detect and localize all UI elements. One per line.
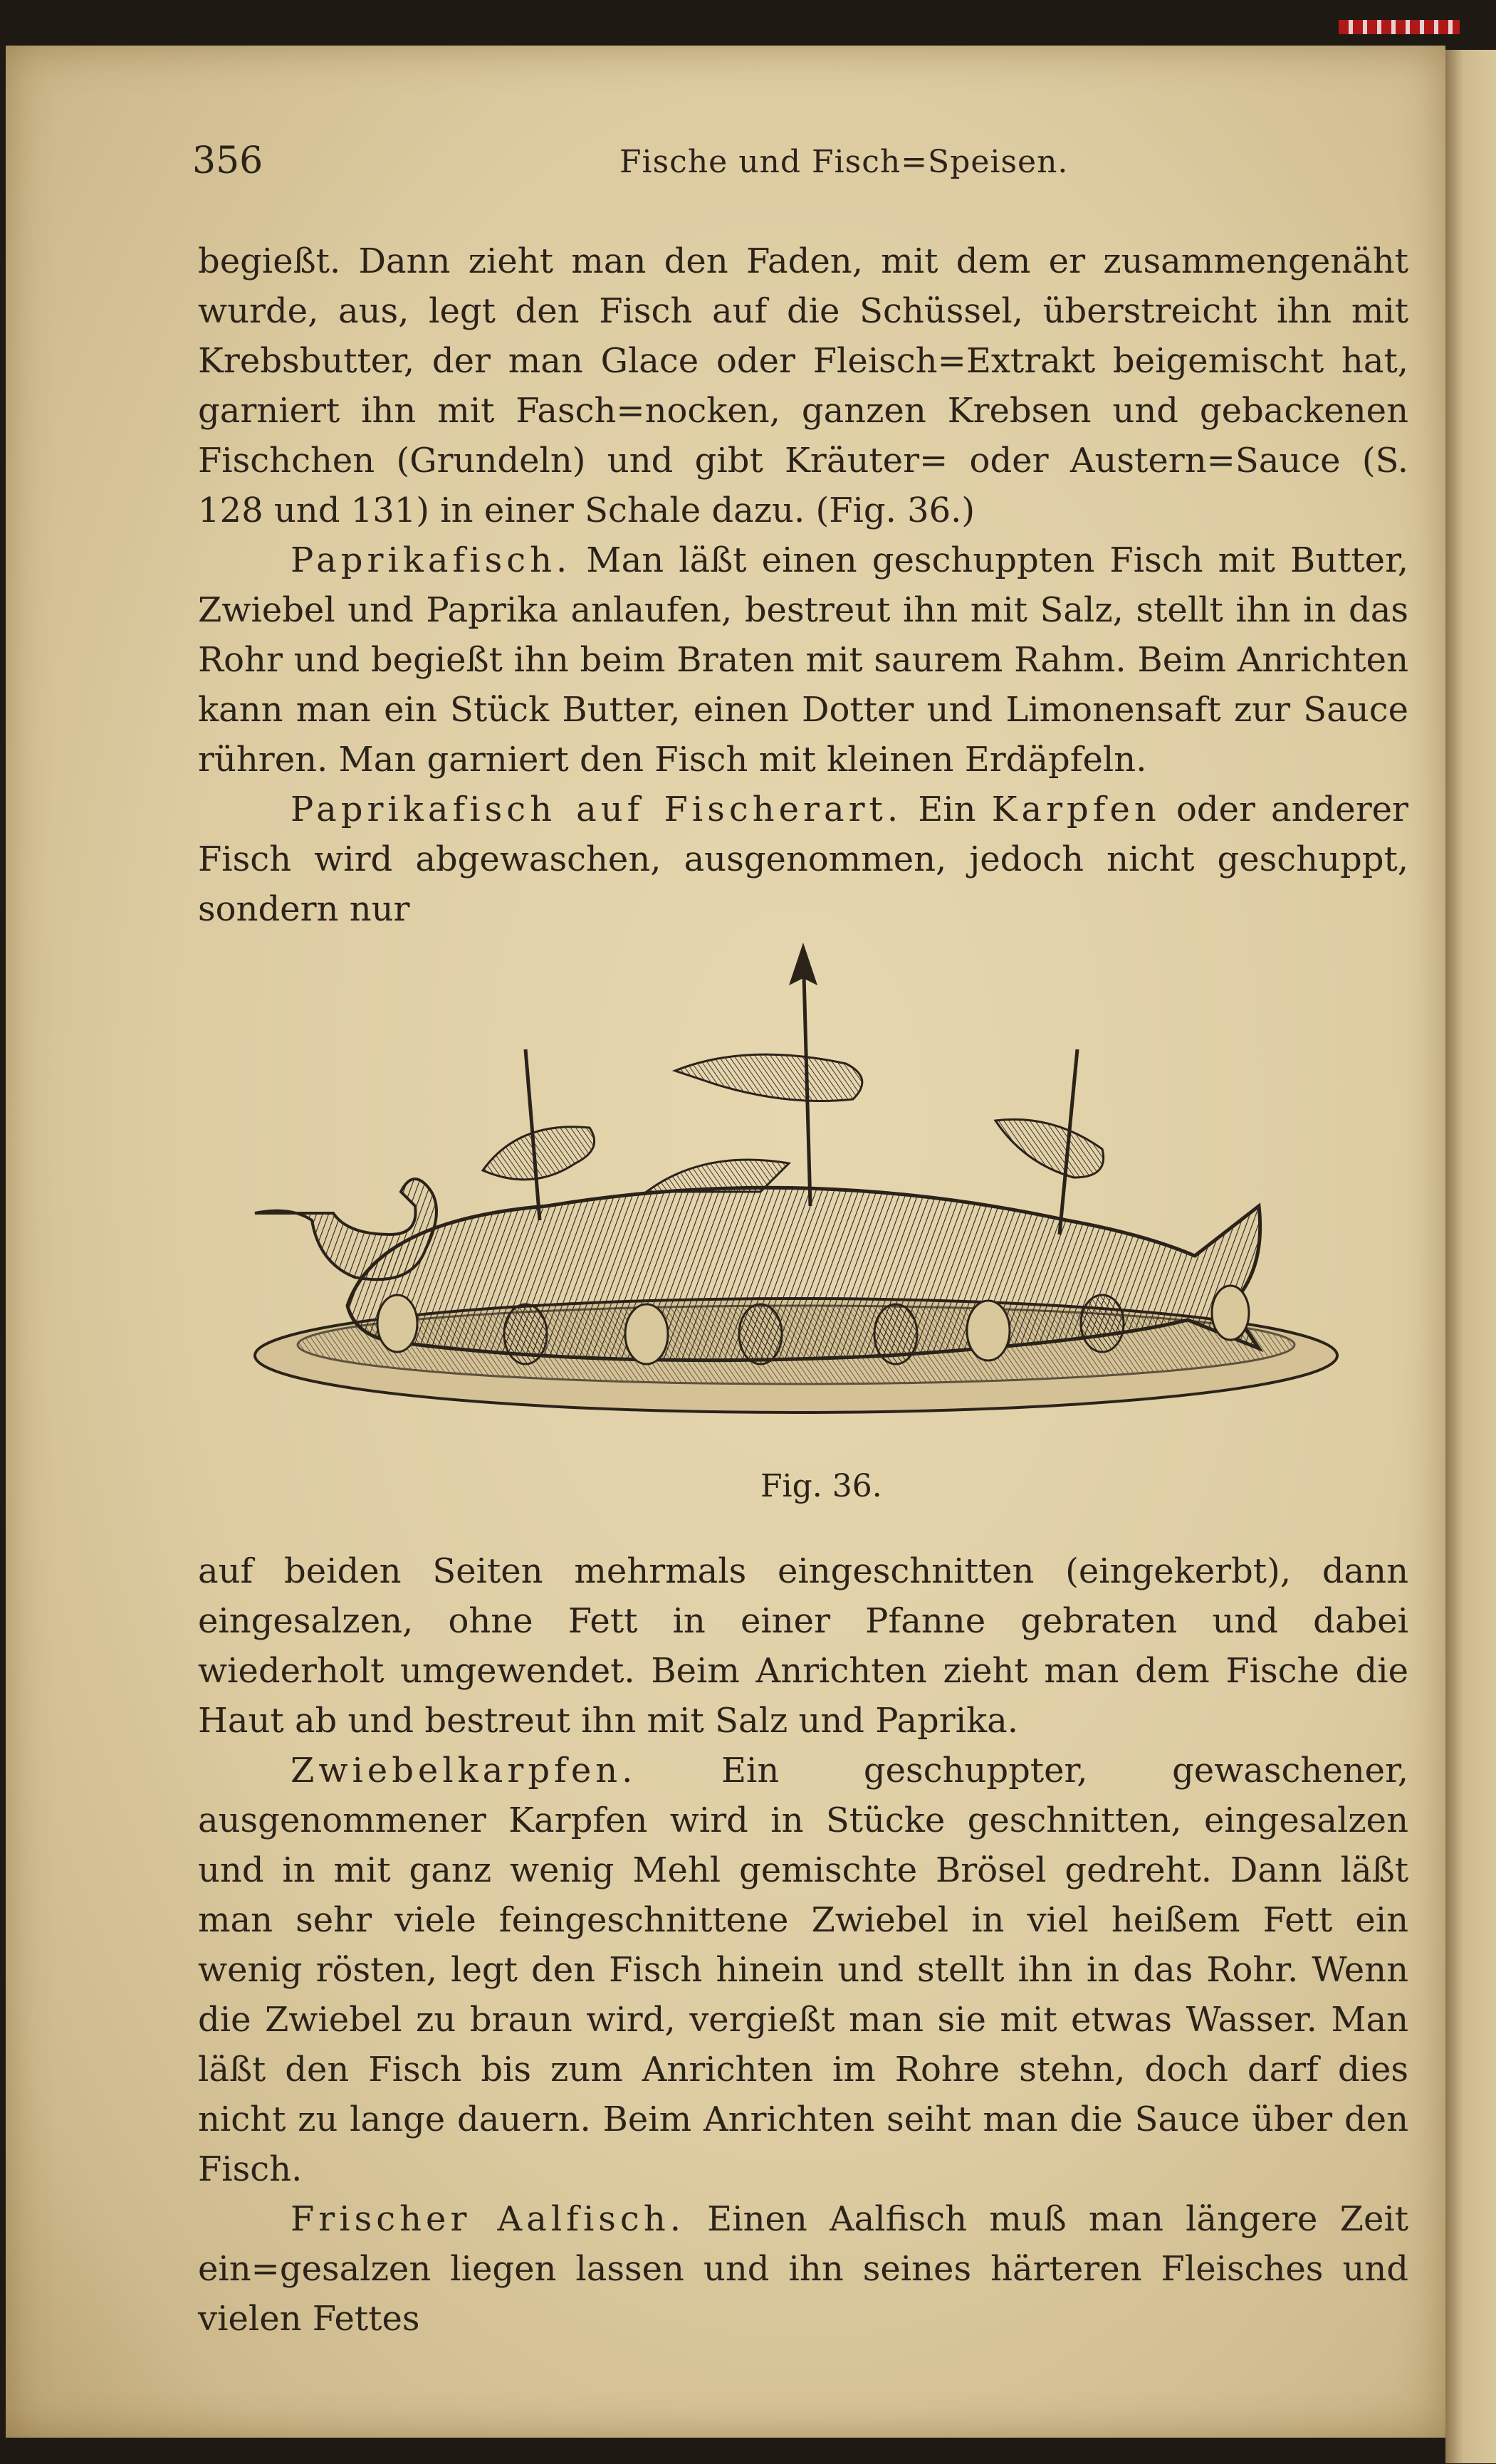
running-head [192,140,1403,189]
paragraph-after-figure [198,1546,1408,2344]
recipe-title-zwiebelkarpfen: Zwiebelkarpfen. [291,1751,637,1791]
paragraph-text: Ein geschuppter, gewaschener, ausgenommener Karpfen wird in Stücke geschnitten, eingesalzen und in mit ganz wenig Mehl gemischte Brösel gedreht. Dann läßt man sehr viele feingeschnittene Zwiebel in viel heißem Fett ein wenig rösten, legt den Fisch hinein und stellt ihn in das Rohr. Wenn die Zwiebel zu braun wird, vergießt man sie mit etwas Wasser. Man läßt den Fisch bis zum Anrichten im Rohre stehn, doch darf dies nicht zu lange dauern. Beim Anrichten seiht man die Sauce über den Fisch. [198,1751,1408,2189]
crayfish-on-skewers [483,1054,1104,1180]
bookmark-ribbon [1339,20,1460,34]
paragraph-text: Man läßt einen geschuppten Fisch mit Butter, Zwiebel und Paprika anlaufen, bestreut ihn mit Salz, stellt ihn in das Rohr und begießt ihn beim Braten mit saurem Rahm. Beim Anrichten kann man ein Stück Butter, einen Dotter und Limonensaft zur Sauce rühren. Man garniert den Fisch mit kleinen Erdäpfeln. [198,540,1408,780]
page-number: 356 [192,140,263,182]
book-page [6,46,1445,2438]
paragraph-text: auf beiden Seiten mehrmals eingeschnitten (eingekerbt), dann eingesalzen, ohne Fett in einer Pfanne gebraten und dabei wiederholt umgewendet. Beim Anrichten zieht man dem Fische die Haut ab und bestreut ihn mit Salz und Paprika. [198,1551,1408,1741]
figure-caption: Fig. 36. [760,1468,882,1504]
paragraph-text: Ein [918,790,976,829]
recipe-title-paprikafisch: Paprikafisch. [291,540,572,580]
paragraph-text: begießt. Dann zieht man den Faden, mit dem er zusammengenäht wurde, aus, legt den Fisch auf die Schüssel, überstreicht ihn mit Krebsbutter, der man Glace oder Fleisch=Extrakt beigemischt hat, garniert ihn mit Fasch=nocken, ganzen Krebsen und gebackenen Fischchen (Grundeln) und gibt Kräuter= oder Austern=Sauce (S. 128 und 131) in einer Schale dazu. (Fig. 36.) [198,241,1408,530]
spaced-word: Karpfen [991,790,1161,829]
fish-platter-illustration [248,935,1373,1434]
paragraph-text: Einen Aalfisch muß man längere Zeit ein=gesalzen liegen lassen und ihn seines härteren Fleisches und vielen Fettes [198,2199,1409,2339]
paragraph-text: oder anderer Fisch wird abgewaschen, ausgenommen, jedoch nicht geschuppt, sondern nur [198,790,1408,929]
recipe-title-aalfisch: Frischer Aalfisch. [291,2199,685,2239]
header-title: Fische und Fisch=Speisen. [619,144,1069,180]
recipe-title-fischerart: Paprikafisch auf Fischerart. [291,790,903,829]
adjacent-page-edge [1445,50,1496,2463]
paragraph-continuation [198,236,1408,934]
